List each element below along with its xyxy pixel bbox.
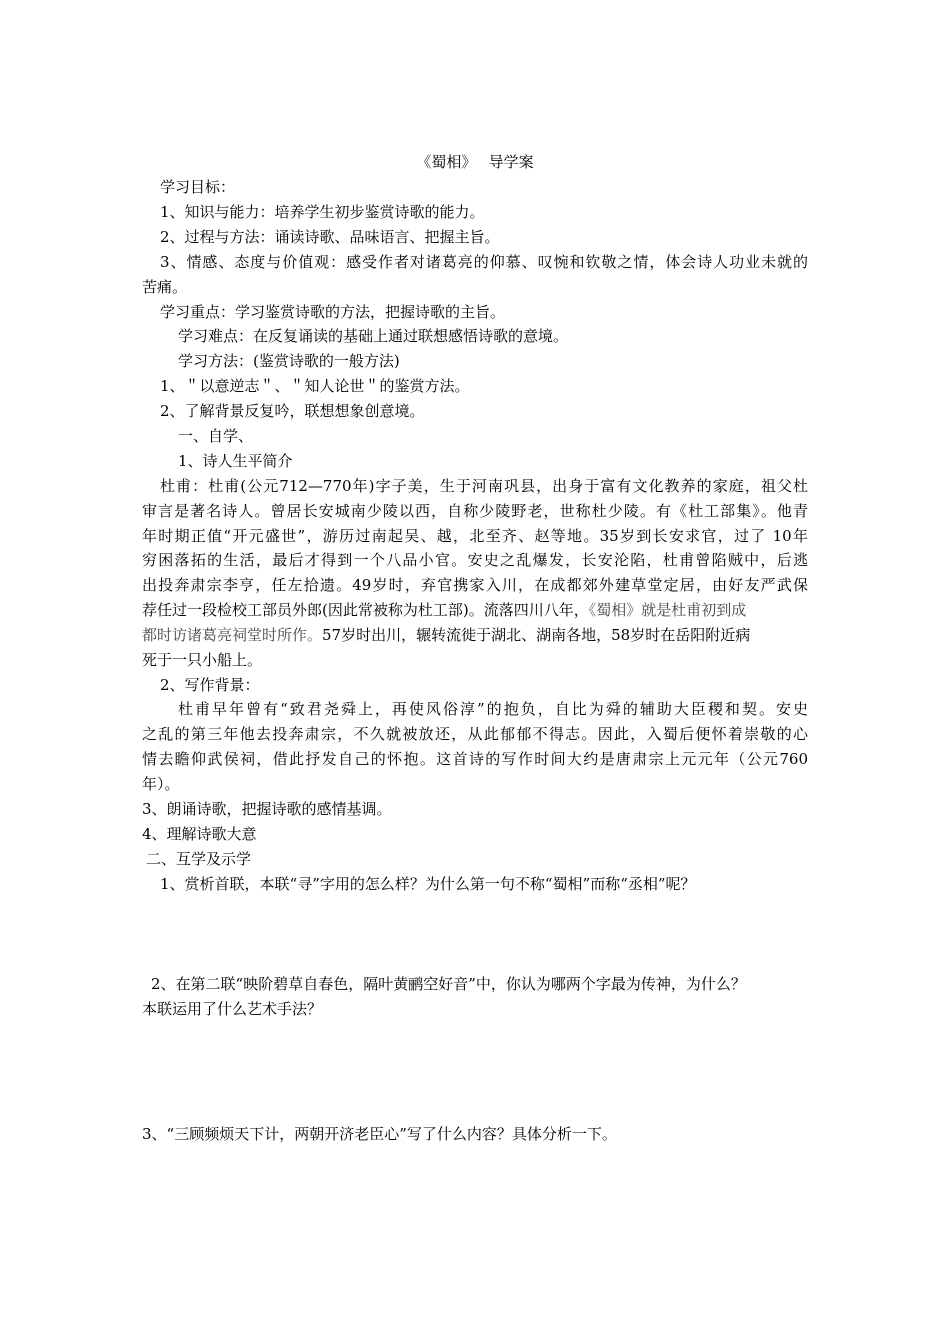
question-3: 3、“三顾频烦天下计，两朝开济老臣心”写了什么内容？具体分析一下。 xyxy=(142,1125,617,1143)
background-line-1: 杜甫早年曾有“致君尧舜上，再使风俗淳”的抱负，自比为舜的辅助大臣稷和契。安史 xyxy=(178,700,808,718)
goal-1: 1、知识与能力：培养学生初步鉴赏诗歌的能力。 xyxy=(160,203,485,221)
background-line-2: 之乱的第三年他去投奔肃宗，不久就被放还，从此郁郁不得志。因此，入蜀后便怀着崇敬的心 xyxy=(142,725,808,743)
biography-line-7 xyxy=(142,623,808,648)
learning-focus: 学习重点：学习鉴赏诗歌的方法，把握诗歌的主旨。 xyxy=(160,303,506,321)
learning-difficulty: 学习难点：在反复诵读的基础上通过联想感悟诗歌的意境。 xyxy=(178,327,569,345)
goal-3-line-1: 3、情感、态度与价值观：感受作者对诸葛亮的仰慕、叹惋和钦敬之情，体会诗人功业未就的 xyxy=(160,253,808,271)
biography-line-6-highlight: 《蜀相》就是杜甫初到成 xyxy=(588,601,747,619)
section-2-heading: 二、互学及示学 xyxy=(146,850,252,868)
biography-line-8: 死于一只小船上。 xyxy=(142,651,263,669)
method-1: 1、＂以意逆志＂、＂知人论世＂的鉴赏方法。 xyxy=(160,377,470,395)
background-line-3: 情去瞻仰武侯祠，借此抒发自己的怀抱。这首诗的写作时间大约是唐肃宗上元元年（公元760 xyxy=(142,750,808,768)
biography-line-7-text: 57岁时出川，辗转流徙于湖北、湖南各地，58岁时在岳阳附近病 xyxy=(322,626,751,644)
background-line-4: 年）。 xyxy=(142,775,180,793)
subsection-1-heading: 1、诗人生平简介 xyxy=(178,452,293,470)
item-4: 4、理解诗歌大意 xyxy=(142,825,257,843)
biography-line-7-highlight: 都时访诸葛亮祠堂时所作。 xyxy=(142,626,323,644)
biography-line-5: 出投奔肃宗李亨，任左拾遗。49岁时，弃官携家入川，在成都郊外建草堂定居，由好友严武保 xyxy=(142,576,808,594)
section-1-heading: 一、自学、 xyxy=(178,427,254,445)
biography-line-4: 穷困落拓的生活，最后才得到一个八品小官。安史之乱爆发，长安沦陷，杜甫曾陷贼中，后逃 xyxy=(142,551,808,569)
question-2-line-1: 2、在第二联“映阶碧草自春色，隔叶黄鹂空好音”中，你认为哪两个字最为传神，为什么？ xyxy=(151,975,746,993)
item-3: 3、朗诵诗歌，把握诗歌的感情基调。 xyxy=(142,800,392,818)
goals-heading: 学习目标： xyxy=(160,178,236,196)
method-2: 2、了解背景反复吟，联想想象创意境。 xyxy=(160,402,425,420)
method-heading: 学习方法：(鉴赏诗歌的一般方法) xyxy=(178,352,400,370)
document-title: 《蜀相》 导学案 xyxy=(416,153,534,171)
question-1: 1、赏析首联，本联“寻”字用的怎么样？为什么第一句不称“蜀相”而称“丞相”呢？ xyxy=(160,875,696,893)
biography-line-6-text: 荐任过一段检校工部员外郎(因此常被称为杜工部)。流落四川八年， xyxy=(142,601,589,619)
biography-line-1: 杜甫：杜甫(公元712—770年)字子美，生于河南巩县，出身于富有文化教养的家庭，祖父杜 xyxy=(160,477,808,495)
biography-line-2: 审言是著名诗人。曾居长安城南少陵以西，自称少陵野老，世称杜少陵。有《杜工部集》。他青 xyxy=(142,502,808,520)
subsection-2-heading: 2、写作背景： xyxy=(160,676,260,694)
biography-line-3: 年时期正值“开元盛世”，游历过南起吴、越，北至齐、赵等地。35岁到长安求官，过了 10年 xyxy=(142,527,808,545)
goal-2: 2、过程与方法：诵读诗歌、品味语言、把握主旨。 xyxy=(160,228,500,246)
question-2-line-2: 本联运用了什么艺术手法？ xyxy=(142,1000,323,1018)
biography-line-6 xyxy=(142,598,808,623)
goal-3-line-2: 苦痛。 xyxy=(142,278,188,296)
